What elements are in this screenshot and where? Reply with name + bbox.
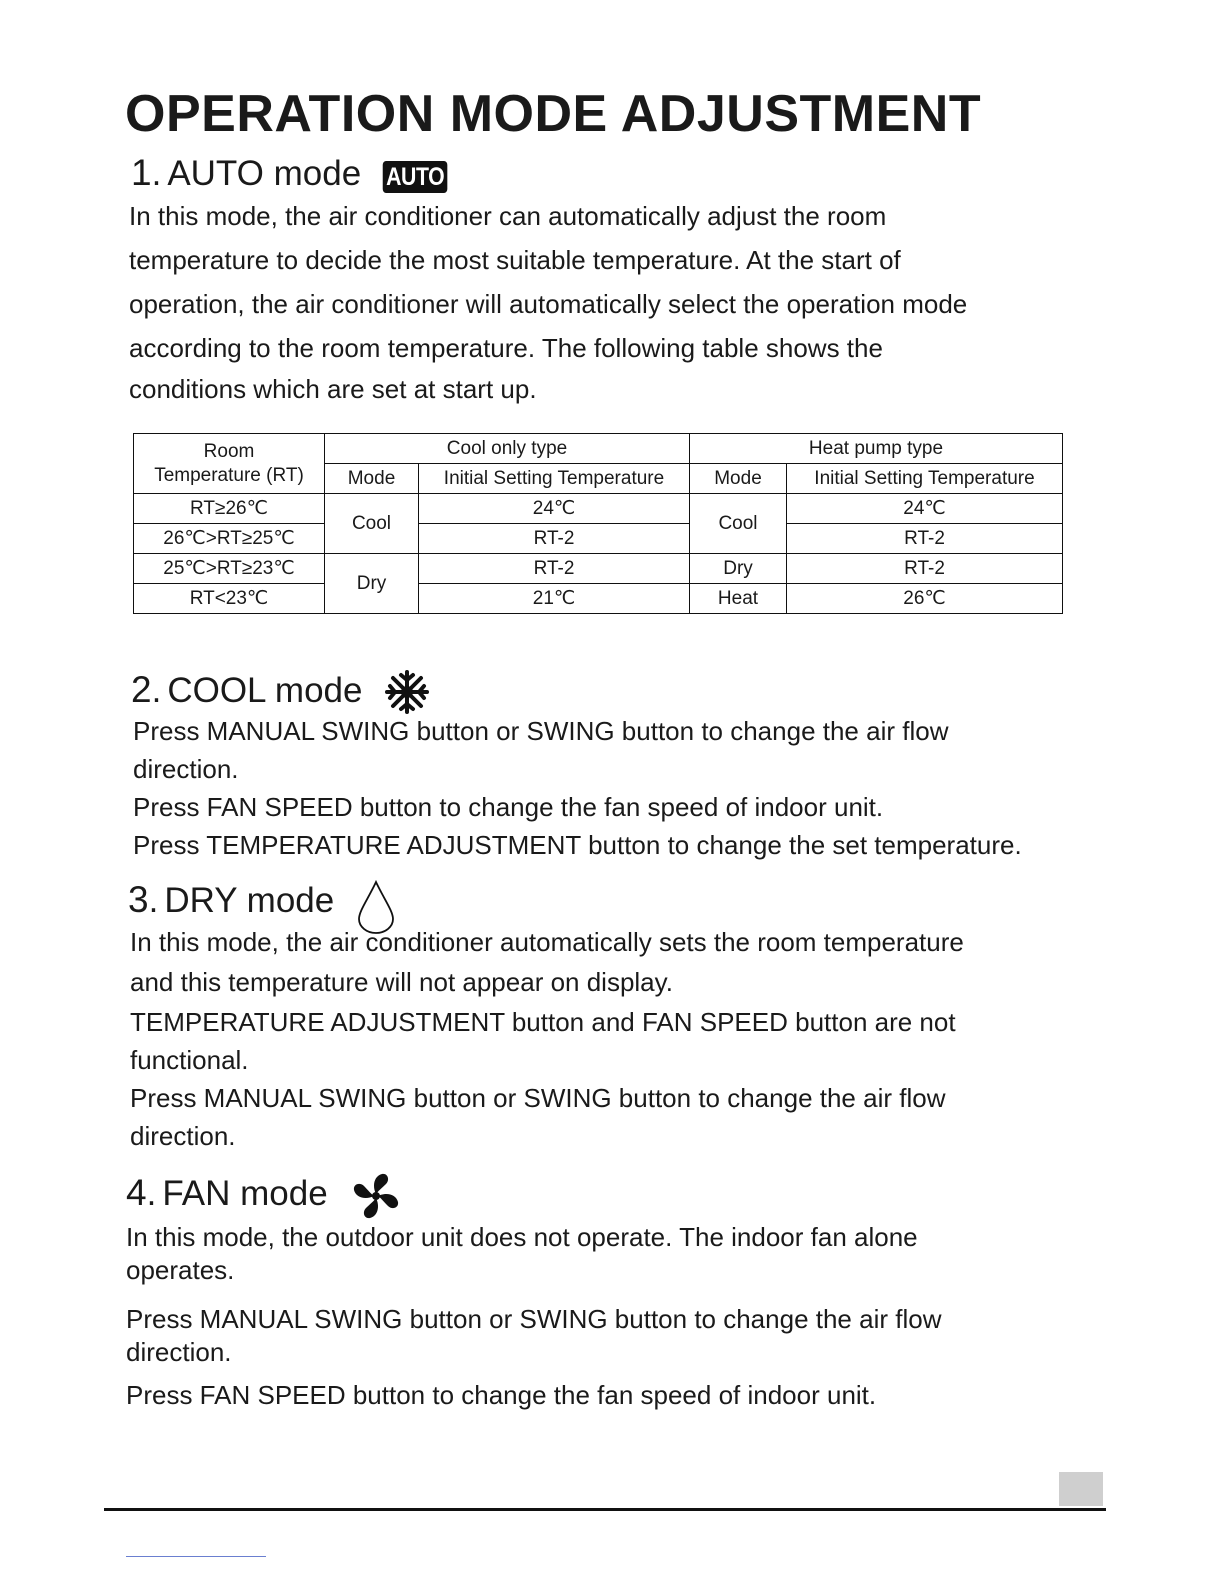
table-cell-setting: 26℃ (787, 584, 1063, 614)
paragraph-line: In this mode, the outdoor unit does not operate. The indoor fan alone (126, 1222, 918, 1252)
table-cell-setting: 24℃ (787, 494, 1063, 524)
section-heading-text: COOL mode (167, 671, 363, 710)
table-cell-rt: RT≥26℃ (134, 494, 325, 524)
paragraph-line: Press MANUAL SWING button or SWING button to change the air flow (133, 716, 949, 746)
table-cell-setting: 24℃ (419, 494, 690, 524)
paragraph-line: conditions which are set at start up. (129, 374, 537, 404)
section-dry-heading: 3 . DRY mode (128, 879, 396, 944)
paragraph-line: according to the room temperature. The following table shows the (129, 333, 883, 363)
section-fan-body (126, 1219, 941, 1413)
paragraph-line: In this mode, the air conditioner can automatically adjust the room (129, 201, 887, 231)
page-title: OPERATION MODE ADJUSTMENT (125, 85, 982, 143)
table-row (134, 494, 1063, 524)
section-cool-heading: 2 . COOL mode (131, 669, 430, 724)
paragraph-line: and this temperature will not appear on display. (130, 967, 673, 997)
table-cell-rt: 25℃>RT≥23℃ (134, 554, 325, 584)
table-cell-rt: RT<23℃ (134, 584, 325, 614)
section-number: 2 (131, 669, 152, 710)
table-cell-rt: 26℃>RT≥25℃ (134, 524, 325, 554)
section-number: 4 (126, 1172, 147, 1213)
table-header-mode: Mode (325, 464, 419, 494)
bottom-link-underline (126, 1556, 266, 1557)
table-header-heat-pump: Heat pump type (690, 434, 1063, 464)
table-cell-setting: RT-2 (787, 554, 1063, 584)
section-number: 3 (128, 879, 149, 920)
paragraph-line: TEMPERATURE ADJUSTMENT button and FAN SPEED button are not (130, 1007, 956, 1037)
section-number: 1 (131, 152, 152, 193)
auto-badge-icon: AUTO (383, 161, 448, 193)
paragraph-line: direction. (133, 754, 239, 784)
table-cell-mode: Cool (325, 494, 419, 554)
section-heading-text: AUTO mode (167, 154, 362, 193)
paragraph-line: Press FAN SPEED button to change the fan speed of indoor unit. (133, 792, 884, 822)
section-cool-body (133, 712, 1022, 864)
paragraph-line: operates. (126, 1255, 235, 1285)
paragraph-line: operation, the air conditioner will automatically select the operation mode (129, 289, 968, 319)
table-header-initial-setting: Initial Setting Temperature (787, 464, 1063, 494)
table-cell-mode: Dry (325, 554, 419, 614)
table-header-room: Room Temperature (RT) (134, 434, 325, 494)
table-row (134, 584, 1063, 614)
paragraph-line: In this mode, the air conditioner automatically sets the room temperature (130, 927, 964, 957)
paragraph-line: direction. (126, 1337, 232, 1367)
paragraph-line: Press TEMPERATURE ADJUSTMENT button to change the set temperature. (133, 830, 1022, 860)
paragraph-line: temperature to decide the most suitable temperature. At the start of (129, 245, 901, 275)
section-dry-body (130, 923, 964, 1155)
paragraph-line: direction. (130, 1121, 236, 1151)
table-row (134, 554, 1063, 584)
paragraph-line: functional. (130, 1045, 249, 1075)
table-cell-setting: RT-2 (419, 524, 690, 554)
table-cell-mode: Cool (690, 494, 787, 554)
auto-mode-table (133, 433, 1063, 614)
paragraph-line: Press MANUAL SWING button or SWING button to change the air flow (130, 1083, 946, 1113)
table-cell-setting: RT-2 (787, 524, 1063, 554)
table-cell-mode: Dry (690, 554, 787, 584)
paragraph-line: Press FAN SPEED button to change the fan speed of indoor unit. (126, 1380, 877, 1410)
section-heading-text: DRY mode (164, 881, 335, 920)
section-heading-text: FAN mode (162, 1174, 328, 1213)
section-fan-heading: 4 . FAN mode (126, 1172, 402, 1229)
footer-divider (104, 1508, 1106, 1511)
table-cell-mode: Heat (690, 584, 787, 614)
section-auto-body (129, 194, 967, 408)
paragraph-line: Press MANUAL SWING button or SWING button to change the air flow (126, 1304, 942, 1334)
table-cell-setting: RT-2 (419, 554, 690, 584)
table-header-initial-setting: Initial Setting Temperature (419, 464, 690, 494)
table-row (134, 524, 1063, 554)
table-header-cool-only: Cool only type (325, 434, 690, 464)
page-number-box (1059, 1472, 1103, 1506)
table-header-mode: Mode (690, 464, 787, 494)
table-cell-setting: 21℃ (419, 584, 690, 614)
section-auto-heading: 1 . AUTO mode AUTO (131, 152, 454, 194)
